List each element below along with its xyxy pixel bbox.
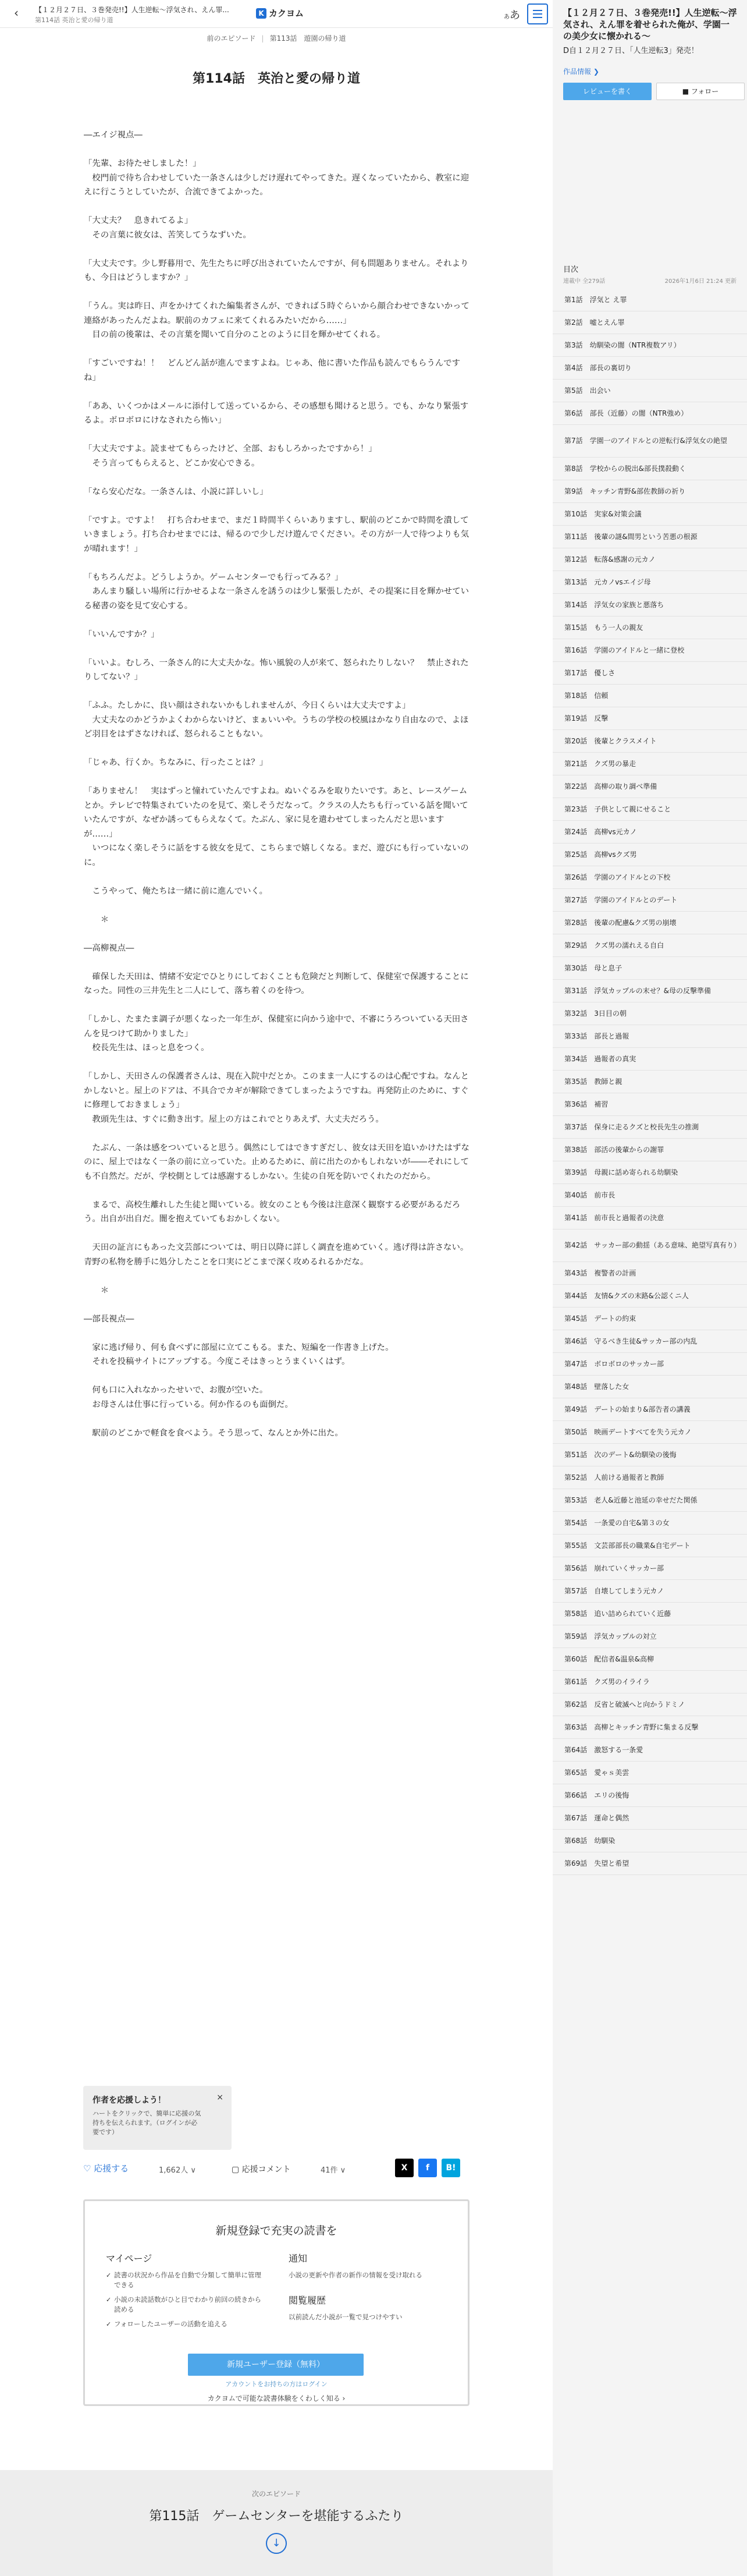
body-paragraph: その言葉に彼女は、苦笑してうなずいた。: [84, 230, 251, 240]
next-episode-section[interactable]: [0, 2470, 553, 2576]
body-paragraph: [84, 385, 470, 399]
sidebar: [553, 0, 747, 2576]
toc-item[interactable]: 第64話 激怒する一条愛: [553, 1739, 747, 1762]
body-paragraph: 「ありません！ 実はずっと憧れていたんですよね。ぬいぐるみを取りたいです。あと、レースゲームとか。テレビで特集されていたのを見て、楽しそうだなって。クラスの人たちも行っている話を聞いていたんですが、なぜか誘ってもらえなくて。たぶん、家に見を遣わせてしまったんだと思いますが……」: [84, 786, 468, 839]
toc-item[interactable]: 第48話 壁落した女: [553, 1376, 747, 1398]
toc-item[interactable]: 第42話 サッカー部の動揺（ある意味、絶望写真有り）: [553, 1229, 747, 1262]
mypage-item: ✓ フォローしたユーザーの活動を追える: [106, 2319, 263, 2329]
toc-item[interactable]: 第22話 高柳の取り調べ準備: [553, 775, 747, 798]
body-paragraph: そう言ってもらえると、どこか安心できる。: [84, 458, 260, 468]
body-paragraph: ＊: [84, 915, 109, 924]
chevron-down-circle-icon[interactable]: ↓: [266, 2533, 287, 2554]
comment-count[interactable]: 41件 ∨: [321, 2166, 346, 2175]
toc-item[interactable]: 第44話 友情&クズの末路&公認くニ人: [553, 1285, 747, 1308]
body-paragraph: 「しかし、天田さんの保護者さんは、現在入院中だとか。このまま一人にするのは心配ですね。なんとかしないと。屋上のドアは、不具合でカギが解除できてしまったようですね。再発防止のために、すぐに修理しておきましょう」: [84, 1072, 469, 1110]
body-paragraph: [84, 613, 470, 628]
body-paragraph: [84, 1412, 470, 1426]
body-paragraph: 「ふふ。たしかに、良い顔はされないかもしれませんが、今日くらいは大丈夫ですよ」: [84, 701, 411, 710]
body-paragraph: 校門前で待ち合わせしていた一条さんは少しだけ遅れてやってきた。遅くなっていたから、教室に迎えに行こうとしていたが、合流できてよかった。: [84, 173, 469, 197]
x-share-icon[interactable]: X: [395, 2159, 414, 2177]
toc-item[interactable]: 第57話 自壊してしまう元カノ: [553, 1580, 747, 1603]
toc-item[interactable]: 第54話 一条愛の自宅&第３の女: [553, 1512, 747, 1535]
body-paragraph: [84, 1369, 470, 1384]
toc-item[interactable]: 第18話 信頼: [553, 685, 747, 707]
toc-item[interactable]: 第10話 実家&対策会議: [553, 503, 747, 526]
body-paragraph: 何も口に入れなかったせいで、お腹が空いた。: [84, 1386, 268, 1395]
follow-button[interactable]: ■ フォロー: [656, 83, 745, 100]
body-paragraph: 確保した天田は、情緒不安定でひとりにしておくことも危険だと判断して、保健室で保護することになった。同性の三井先生と二人にして、落ち着くのを待つ。: [84, 972, 469, 995]
toc-item[interactable]: 第50話 映画デートすべてを失う元カノ: [553, 1421, 747, 1444]
body-paragraph: [84, 143, 470, 157]
toc-item[interactable]: 第36話 補習: [553, 1093, 747, 1116]
toc-heading: 目次: [563, 265, 579, 274]
toc-item[interactable]: 第61話 クズ男のイライラ: [553, 1671, 747, 1693]
body-paragraph: [84, 556, 470, 571]
body-paragraph: 「ですよ。ですよ！ 打ち合わせまで、まだ１時間半くらいありますし、駅前のどこかで時間を潰していきましょう。打ち合わせまでには、帰るので少しだけ遊んでください。その方が一人で待つよりも気が晴れます！」: [84, 515, 469, 554]
toc-item[interactable]: 第47話 ボロボロのサッカー部: [553, 1353, 747, 1376]
toc-item[interactable]: 第56話 崩れていくサッカー部: [553, 1557, 747, 1580]
body-paragraph: [84, 898, 470, 913]
register-box: [83, 2199, 469, 2406]
toc-item[interactable]: 第45話 デートの約束: [553, 1308, 747, 1330]
body-paragraph: ＊: [84, 1285, 109, 1295]
toc-item[interactable]: 第29話 クズ男の濡れえる自白: [553, 934, 747, 957]
next-episode-label: 次のエピソード: [251, 2490, 301, 2498]
notify-col: [289, 2251, 446, 2335]
notify-desc: 小説の更新や作者の新作の情報を受け取れる: [289, 2271, 422, 2279]
facebook-share-icon[interactable]: f: [418, 2159, 437, 2177]
toc-count: 連載中 全279話: [563, 278, 606, 285]
toc-item[interactable]: 第27話 学園のアイドルとのデート: [553, 889, 747, 912]
body-paragraph: 教頭先生は、すぐに動き出す。屋上の方はこれでとりあえず、大丈夫だろう。: [84, 1114, 384, 1124]
sidebar-work-title[interactable]: 【１２月２７日、３巻発売!!】人生逆転〜浮気され、えん罪を着せられた俺が、学園一の美少女に懐かれる〜: [563, 8, 737, 41]
body-paragraph: 目の前の後輩は、その言葉を聞いて自分のことのように目を輝かせてくれる。: [84, 330, 386, 339]
body-paragraph: 「なら安心だな。一条さんは、小説に詳しいし」: [84, 487, 268, 497]
toc-item[interactable]: 第6話 部長（近藤）の闇（NTR強め）: [553, 402, 747, 425]
history-heading: 閲覧履歴: [289, 2295, 326, 2306]
comment-button[interactable]: ▢ 応援コメント: [232, 2165, 291, 2174]
body-paragraph: [84, 742, 470, 756]
mypage-item: ✓ 小説の未読話数がひと目でわかり前回の続きから読める: [106, 2295, 263, 2315]
toc-meta: [563, 276, 747, 285]
toc-item[interactable]: 第65話 愛ゃｓ美雲: [553, 1762, 747, 1784]
toc-item[interactable]: 第33話 部長と過報: [553, 1025, 747, 1048]
notify-heading: 通知: [289, 2253, 308, 2264]
top-bar: [0, 0, 553, 28]
toc-item[interactable]: 第31話 浮気カップルの末せ？&母の反撃準備: [553, 980, 747, 1002]
body-paragraph: [84, 1184, 470, 1198]
toc-item[interactable]: 第55話 文芸部部長の職業&自宅デート: [553, 1535, 747, 1557]
toc-item[interactable]: 第14話 浮気女の家族と悪落ち: [553, 594, 747, 616]
list-icon[interactable]: [527, 3, 548, 24]
more-link[interactable]: カクヨムで可能な読書体験をくわしく知る ›: [207, 2394, 346, 2403]
body-paragraph: [84, 342, 470, 357]
font-size-icon[interactable]: ああ: [504, 9, 520, 22]
mypage-col: [106, 2251, 263, 2334]
toc-item[interactable]: 第34話 過報者の真実: [553, 1048, 747, 1071]
body-paragraph: [84, 200, 470, 214]
body-paragraph: 「すごいですね！！ どんどん話が進んでますよね。じゃあ、他に書いた作品も読んでもらうんですね」: [84, 359, 461, 382]
toc-item[interactable]: 第30話 母と息子: [553, 957, 747, 980]
body-paragraph: [84, 685, 470, 699]
body-paragraph: [84, 1298, 470, 1312]
cheer-button[interactable]: ♡ 応援する: [83, 2163, 129, 2174]
body-paragraph: 「しかし、たまたま調子が悪くなった一年生が、保健室に向かう途中で、不審にうろついている天田さんを見つけて助かりました」: [84, 1015, 469, 1039]
toc-item[interactable]: 第2話 嘘とえん罪: [553, 311, 747, 334]
toc-item[interactable]: 第23話 子供として親にせること: [553, 798, 747, 821]
body-paragraph: [84, 1055, 470, 1070]
body-paragraph: 駅前のどこかで軽食を食べよう。そう思って、なんとか外に出た。: [84, 1428, 343, 1438]
toc-item[interactable]: 第66話 エリの後悔: [553, 1784, 747, 1807]
toc-item[interactable]: 第11話 後輩の謎&間男という苦悪の根源: [553, 526, 747, 548]
toc-item[interactable]: 第12話 転落&感謝の元カノ: [553, 548, 747, 571]
toc-item[interactable]: 第69話 失望と希望: [553, 1852, 747, 1875]
toc-item[interactable]: 第62話 反省と破滅へと向かうドミノ: [553, 1693, 747, 1716]
body-paragraph: こうやって、俺たちは一緒に前に進んでいく。: [84, 886, 268, 896]
logo-text: カクヨム: [269, 8, 304, 19]
body-paragraph: [84, 1227, 470, 1241]
toc-item[interactable]: 第49話 デートの始まり&部告者の講義: [553, 1398, 747, 1421]
body-paragraph: [84, 770, 470, 785]
arrow-left-icon[interactable]: ‹: [14, 6, 19, 20]
body-paragraph: [84, 1269, 470, 1284]
mypage-item: ✓ 読書の状況から作品を自動で分類して簡単に管理できる: [106, 2270, 263, 2290]
body-paragraph: 「じゃあ、行くか。ちなみに、行ったことは？」: [84, 758, 268, 767]
body-paragraph: それを投稿サイトにアップする。今度こそはきっとうまくいくはず。: [84, 1357, 350, 1366]
toc-updated: 2026年1月6日 21:24 更新: [664, 278, 737, 285]
body-paragraph: 校長先生は、ほっと息をつく。: [84, 1043, 209, 1053]
body-paragraph: お母さんは仕事に行っている。何か作るのも面倒だ。: [84, 1399, 293, 1409]
toc-item[interactable]: 第68話 幼馴染: [553, 1830, 747, 1852]
body-paragraph: 「いいんですか？」: [84, 629, 159, 639]
toc-item[interactable]: 第40話 前市長: [553, 1184, 747, 1207]
history-desc: 以前読んだ小説が一覧で見つけやすい: [289, 2313, 403, 2321]
toc-item[interactable]: 第1話 浮気と え罪: [553, 289, 747, 311]
toc-item[interactable]: 第38話 部活の後輩からの謝罪: [553, 1139, 747, 1161]
toc-item[interactable]: 第58話 追い詰められていく近藤: [553, 1603, 747, 1625]
toc-item[interactable]: 第17話 優しさ: [553, 662, 747, 685]
prev-episode-link[interactable]: 前のエピソード: [207, 34, 256, 42]
body-paragraph: [84, 285, 470, 300]
body-paragraph: 「大丈夫？ 息きれてるよ」: [84, 216, 193, 225]
toc-item[interactable]: 第41話 前市長と過報者の決意: [553, 1207, 747, 1229]
body-paragraph: ―エイジ視点―: [84, 130, 143, 140]
body-paragraph: 「ああ、いくつかはメールに添付して送っているから、その感想も聞けると思う。でも、かなり緊張するよ。ボロボロにけなされたら怖い」: [84, 401, 469, 425]
toc-item[interactable]: 第21話 クズ男の暴走: [553, 753, 747, 775]
body-paragraph: 天田の証言にもあった文芸部については、明日以降に詳しく調査を進めていく。逃げ得は許さない。青野の私物を勝手に処分したことを口実にどこまで深く攻めるれるかだな。: [84, 1243, 469, 1267]
body-paragraph: 「うん。実は昨日、声をかけてくれた編集者さんが、できれば５時ぐらいから顔合わせできないかって連絡があったんだよね。駅前のカフェに来てくれるみたいだから……」: [84, 302, 469, 325]
next-episode-title[interactable]: 第115話 ゲームセンターを堪能するふたり: [149, 2509, 404, 2524]
body-paragraph: いつになく楽しそうに話をする彼女を見て、こちらまで嬉しくなる。まだ、遊びにも行っていないのに。: [84, 844, 469, 867]
register-heading: 新規登録で充実の読書を: [215, 2224, 337, 2237]
body-paragraph: まるで、高校生離れした生徒と聞いている。彼女のことも今後は注意深く観察する必要があるだろう。出自が出自だ。闇を抱えていてもおかしくない。: [84, 1200, 461, 1224]
cheer-popup-title: 作者を応援しよう！: [93, 2096, 166, 2105]
review-button[interactable]: レビューを書く: [563, 83, 652, 100]
site-logo[interactable]: [256, 7, 304, 19]
toc-item[interactable]: 第59話 浮気カップルの対立: [553, 1625, 747, 1648]
body-paragraph: 家に逃げ帰り、何も食べずに部屋に立てこもる。また、短編を一作書き上げた。: [84, 1342, 394, 1352]
toc-list: [553, 289, 747, 1875]
work-title[interactable]: 【１２月２７日、３巻発売!!】人生逆転〜浮気され、えん罪...: [35, 6, 229, 14]
body-paragraph: 「もちろんだよ。どうしようか。ゲームセンターでも行ってみる？」: [84, 572, 343, 582]
body-paragraph: 大丈夫なのかどうかよくわからないけど、まぁいいや。うちの学校の校風はかなり自由なので、よほど羽目をはずさなければ、怒られることもない。: [84, 715, 469, 739]
toc-item[interactable]: 第7話 学園一のアイドルとの逆転行&浮気女の絶望: [553, 425, 747, 458]
body-paragraph: [84, 642, 470, 656]
action-bar: [83, 2159, 469, 2180]
toc-item[interactable]: 第24話 高柳vs元カノ: [553, 821, 747, 844]
episode-body: [84, 128, 470, 1440]
sidebar-catch: D自１２月２７日、「人生逆転3」発売！: [563, 47, 699, 55]
body-paragraph: [84, 1326, 470, 1341]
body-paragraph: 「いいよ。むしろ、一条さん的に大丈夫かな。怖い風貌の人が来て、怒られたりしない？ 禁止されたりしてない？」: [84, 658, 469, 682]
body-paragraph: [84, 428, 470, 442]
toc-item[interactable]: 第28話 後輩の配慮&クズ男の崩壊: [553, 912, 747, 934]
toc-item[interactable]: 第20話 後輩とクラスメイト: [553, 730, 747, 753]
toc-item[interactable]: 第52話 人前ける過報者と教師: [553, 1466, 747, 1489]
register-button[interactable]: 新規ユーザー登録（無料）: [188, 2354, 364, 2376]
body-paragraph: [84, 499, 470, 513]
body-paragraph: [84, 998, 470, 1013]
work-info-link[interactable]: 作品情報 ❯: [563, 68, 599, 76]
toc-item[interactable]: 第51話 次のデート&幼馴染の後悔: [553, 1444, 747, 1466]
body-paragraph: [84, 870, 470, 884]
toc-item[interactable]: 第19話 反撃: [553, 707, 747, 730]
cheer-popup-desc: ハートをクリックで、簡単に応援の気持ちを伝えられます。（ログインが必要です）: [93, 2110, 201, 2136]
episode-title: 第114話 英治と愛の帰り道: [193, 72, 360, 86]
body-paragraph: [84, 927, 470, 941]
toc-item[interactable]: 第35話 教師と親: [553, 1071, 747, 1093]
toc-item[interactable]: 第3話 幼馴染の闇（NTR複数アリ）: [553, 334, 747, 357]
main-column: [0, 28, 553, 2470]
body-paragraph: [84, 470, 470, 485]
logo-icon: K: [256, 8, 266, 19]
toc-item[interactable]: 第25話 高柳vsクズ男: [553, 844, 747, 866]
toc-item[interactable]: 第4話 部長の裏切り: [553, 357, 747, 380]
toc-item[interactable]: 第67話 運命と偶然: [553, 1807, 747, 1830]
current-episode-link[interactable]: 第113話 遊園の帰り道: [269, 34, 346, 42]
toc-item[interactable]: 第46話 守るべき生徒&サッカー部の内乱: [553, 1330, 747, 1353]
body-paragraph: 「先輩、お待たせしました！」: [84, 159, 201, 168]
toc-item[interactable]: 第37話 保身に走るクズと校長先生の推測: [553, 1116, 747, 1139]
toc-item[interactable]: 第9話 キッチン青野&部佐教師の祈り: [553, 480, 747, 503]
body-paragraph: [84, 1126, 470, 1141]
body-paragraph: ―高柳視点―: [84, 943, 134, 953]
toc-item[interactable]: 第43話 複警者の計画: [553, 1262, 747, 1285]
toc-item[interactable]: 第15話 もう一人の親友: [553, 616, 747, 639]
body-paragraph: 「大丈夫です。少し野暮用で、先生たちに呼び出されていたんですが、何も問題ありません。それよりも、今日はどうしますか？」: [84, 258, 469, 282]
body-paragraph: 「大丈夫ですよ。読ませてもらったけど、全部、おもしろかったですから！」: [84, 444, 377, 453]
toc-item[interactable]: 第16話 学園のアイドルと一緒に登校: [553, 639, 747, 662]
hatena-share-icon[interactable]: B!: [442, 2159, 460, 2177]
mypage-heading: マイページ: [106, 2253, 152, 2264]
toc-item[interactable]: 第53話 老人&近藤と池延の幸せだた関係: [553, 1489, 747, 1512]
toc-item[interactable]: 第60話 配信者&温泉&高柳: [553, 1648, 747, 1671]
login-link[interactable]: アカウントをお持ちの方はログイン: [225, 2380, 328, 2388]
body-paragraph: [84, 242, 470, 257]
episode-nav: 前のエピソード | 第113話 遊園の帰り道: [207, 34, 346, 42]
toc-item[interactable]: 第8話 学校からの脱出&部長撲殺動く: [553, 458, 747, 480]
body-paragraph: [84, 955, 470, 970]
toc-item[interactable]: 第13話 元カノvsエイジ母: [553, 571, 747, 594]
close-icon[interactable]: ×: [216, 2093, 223, 2102]
body-paragraph: たぶん、一条は感をついていると思う。偶然にしてはできすぎだし、彼女は天田を追いかけたはずなのに、屋上ではなく一条の前に立っていた。止めるために、前に出たのかもしれないが――それにしても不自然だ。だが、学校側としては感謝するしかない。生徒の自死を防いでくれたのだから。: [84, 1143, 469, 1181]
episode-subtitle: 第114話 英治と愛の帰り道: [35, 16, 113, 24]
toc-item[interactable]: 第63話 高柳とキッチン青野に集まる反撃: [553, 1716, 747, 1739]
cheer-count[interactable]: 1,662人 ∨: [159, 2166, 196, 2175]
body-paragraph: あんまり騒しい場所に行かせるよな一条さんを誘うのは少し緊張したが、その提案に目を輝かせている秘書の姿を見て安心する。: [84, 587, 469, 611]
cheer-popup: [83, 2086, 232, 2150]
toc-item[interactable]: 第39話 母親に話め寄られる幼馴染: [553, 1161, 747, 1184]
toc-item[interactable]: 第26話 学園のアイドルとの下校: [553, 866, 747, 889]
toc-item[interactable]: 第5話 出会い: [553, 380, 747, 402]
toc-item[interactable]: 第32話 3日目の朝: [553, 1002, 747, 1025]
body-paragraph: ―部長視点―: [84, 1314, 134, 1324]
